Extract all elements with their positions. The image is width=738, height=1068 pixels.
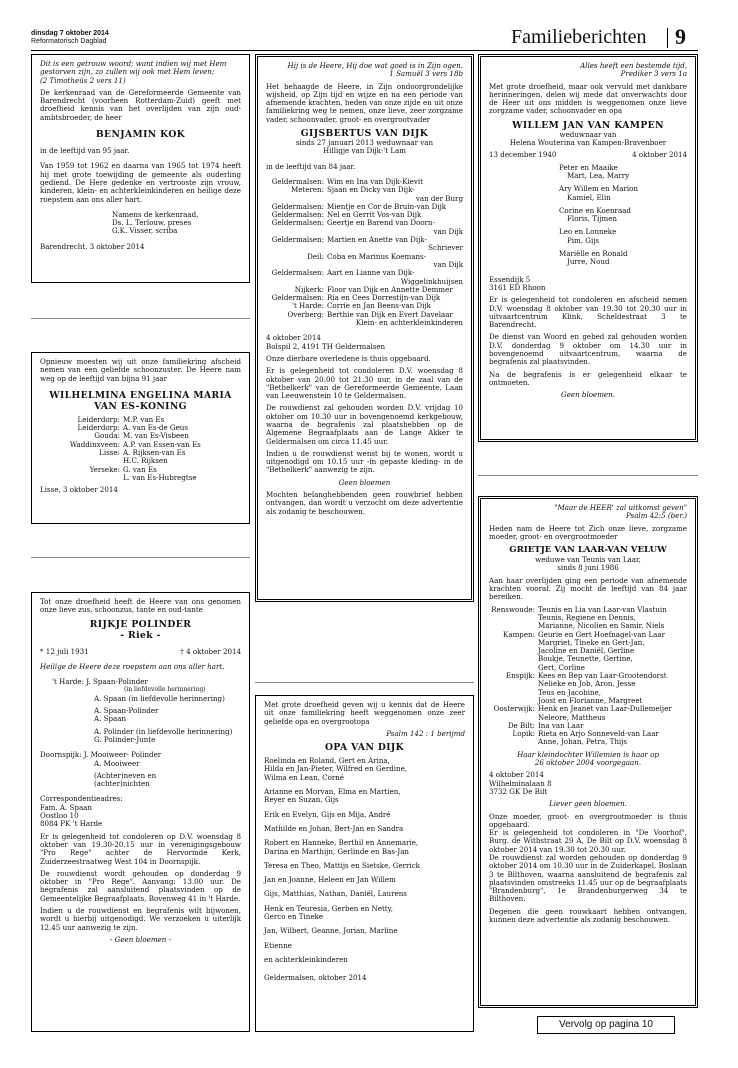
birth-date: * 12 juli 1931 — [40, 646, 89, 656]
family-place: De Bilt: — [507, 720, 535, 730]
family-line: Mart, Lea, Marry — [567, 170, 630, 180]
family-names: Geertje en Barend van Doorn- — [327, 218, 436, 228]
announcement-intro: Met grote droefheid, maar ook vervuld met dankbare herinneringen, delen wij mede dat onverwachts door de Heer uit ons midden is weggenomen onze lieve zorgzame vader, schoonvader en opa — [489, 81, 687, 116]
deceased-name: GIJSBERTUS VAN DIJK — [300, 128, 429, 140]
family-names: Teunis, Regiene en Dennis, — [538, 612, 636, 622]
family-names: Henk en Jeanet van Laar-Dullemeijer — [538, 704, 672, 714]
family-names: Mientje en Cor de Bruin-van Dijk — [327, 201, 447, 211]
announcement-intro: Opnieuw moesten wij uit onze familiekring afscheid nemen van een geliefde schoonzuster. De Heere nam weg op de leeftijd van bijna 91 jaar — [40, 357, 241, 383]
grandchildren-line: Reyer en Suzan, Gijs — [264, 795, 339, 805]
family-names: Gert, Corline — [538, 662, 586, 672]
age-line: in de leeftijd van 95 jaar. — [40, 146, 130, 156]
family-line: (achter)nichten — [94, 779, 150, 789]
family-line: 't Harde: J. Spaan-Polinder — [52, 677, 148, 687]
family-list — [266, 178, 463, 327]
column-separator — [31, 557, 250, 558]
family-row — [489, 655, 687, 663]
family-line: Pim, Gijs — [567, 235, 600, 245]
family-names: Sjaan en Dicky van Dijk- — [327, 185, 415, 195]
family-names: Ina van Laar — [538, 720, 584, 730]
death-date: 4 oktober 2014 — [632, 150, 687, 160]
deceased-name: BENJAMIN KOK — [95, 129, 186, 141]
service-info: De rouwdienst zal gehouden worden D.V. vrijdag 10 oktober om 10.30 uur in bovengenoemd kerkgebouw, waarna de begrafenis zal plaatshebben op de Algemene Begraafplaats aan de Lange Akker te Geldermalsen om circa 11.45 uur. — [266, 403, 463, 446]
obituary-gijsbertus-van-dijk — [255, 54, 474, 602]
family-place: Geldermalsen: — [271, 218, 324, 228]
family-place — [489, 680, 538, 688]
grandchildren-line: en achterkleinkinderen — [264, 954, 348, 964]
memorial-line: Haar kleindochter Willemien is haar op — [517, 749, 659, 759]
family-place: Deil: — [307, 251, 324, 261]
family-row: Leiderdorp: A. van Es-de Geus — [77, 423, 188, 433]
family-names: Wim en Ina van Dijk-Kievit — [327, 176, 423, 186]
signature-line: Namens de kerkenraad, — [112, 209, 199, 219]
family-line: A. Mooiweer — [94, 758, 140, 768]
announcement-intro: Met grote droefheid geven wij u kennis dat de Heere uit onze familiekring heeft weggenomen onze zeer geliefde opa en overgrootopa — [264, 700, 465, 726]
family-names-cont: van Dijk — [433, 259, 463, 269]
signature-line: Ds. L. Terlouw, preses — [112, 218, 192, 228]
family-place: Enspijk: — [505, 671, 535, 681]
continued-on-page-link[interactable]: Vervolg op pagina 10 — [537, 1016, 675, 1034]
grandchildren-line: Etienne — [264, 940, 292, 950]
verse-line: Heilige de Heere deze roepstem aan ons aller hart. — [40, 661, 225, 671]
family-names: Floor van Dijk en Annette Demmer — [327, 284, 453, 294]
laid-out-note: Onze dierbare overledene is thuis opgebaard. — [266, 353, 431, 363]
condolence-info: Er is gelegenheid tot condoleren in "De Voorhof", Burg. de Withstraat 29 A, De Bilt op D.V. woensdag 8 oktober 2014 van 19.30 tot 20.30 uur. — [489, 828, 687, 854]
death-date: † 4 oktober 2014 — [180, 646, 241, 656]
family-names: Corrie en Jan Beens-van Dijk — [327, 301, 431, 311]
family-names: Aart en Lianne van Dijk- — [327, 268, 415, 278]
dates-row — [40, 648, 241, 656]
family-line: Ary Willem en Marion — [559, 184, 638, 194]
family-names: Nel en Gerrit Vos-van Dijk — [327, 210, 422, 220]
family-names: Geurie en Gert Hoefnagel-van Laar — [538, 629, 666, 639]
family-names: Margriet, Tineke en Gert-Jan, — [538, 637, 645, 647]
address-line: 3161 ED Rhoon — [489, 282, 546, 292]
obituary-willem-jan-van-kampen — [478, 54, 698, 442]
family-names: Marianne, Nicolien en Samir, Niels — [538, 621, 665, 631]
attendance-info: Indien u de rouwdienst wenst bij te wonen, wordt u uitgenodigd om 10.15 uur -in gepaste kleding- in de "Bethelkerk" aanwezig te zijn. — [266, 448, 463, 475]
family-names: Jacoline en Daniël, Gerline — [538, 646, 635, 656]
widower-line: sinds 27 januari 2013 weduwnaar van — [295, 138, 434, 148]
birth-date: 13 december 1940 — [489, 150, 557, 160]
family-names: Martien en Anette van Dijk- — [327, 235, 427, 245]
family-place — [489, 738, 538, 746]
address-line: Correspondentieadres: — [40, 794, 123, 804]
family-row: Gouda: M. van Es-Visbeen — [94, 431, 189, 441]
flowers-note: Liever geen bloemen. — [549, 799, 627, 809]
family-line: G. Polinder-Junte — [94, 734, 156, 744]
obituary-benjamin-kok — [31, 54, 250, 283]
page-number: 9 — [675, 24, 686, 49]
family-place: Nijkerk: — [294, 284, 324, 294]
family-names: Nelieke en Job, Aron, Jesse — [538, 679, 636, 689]
family-names: Anne, Johan, Petra, Thijs — [538, 737, 628, 747]
dates-row — [489, 151, 687, 159]
family-place: Oosterwijk: — [493, 704, 535, 714]
grandchildren-line: Roelinda en Roland, Gert en Arina, — [264, 756, 390, 766]
family-row: L. van Es-Hubregtse — [123, 472, 197, 482]
family-row: Waddinxveen: A.P. van Essen-van Es — [69, 439, 201, 449]
verse-line: Alles heeft een bestemde tijd, — [580, 61, 687, 70]
family-row: Yerseke: G. van Es — [89, 464, 157, 474]
service-info: De dienst van Woord en gebed zal gehouden worden D.V. donderdag 9 oktober om 14.30 uur in bovengenoemd uitvaartcentrum, waarna de begrafenis zal plaatsvinden. — [489, 332, 687, 367]
service-info: De rouwdienst wordt gehouden op donderdag 9 oktober in "Pro Rege". Aanvang: 13.00 uur. De begrafenis zal aansluitend plaatsvinden op de Gemeentelijke Begraafplaats, Bovenweg 41 in 't Harde. — [40, 868, 241, 903]
nickname: - Riek - — [120, 629, 161, 641]
column-separator — [31, 318, 250, 319]
reception-info: Na de begrafenis is er gelegenheid elkaar te ontmoeten. — [489, 369, 687, 387]
family-line: Doornspijk: J. Mooiweer- Polinder — [40, 750, 162, 760]
header-rule — [31, 50, 698, 51]
family-names: Kees en Bep van Laar-Grootendorst — [538, 671, 667, 681]
widower-line: Helena Wouterina van Kampen-Bravenboer — [509, 138, 667, 148]
family-line: Corine en Koenraad — [559, 205, 631, 215]
condolence-info: Er is gelegenheid tot condoleren op D.V. woensdag 8 oktober van 19.30-20.15 uur in verenigingsgebouw "Pro Rege" achter de Hervormde Kerk, Zuiderzeestraatweg West 104 in Doornspijk. — [40, 831, 241, 866]
family-place: 't Harde: — [292, 301, 324, 311]
family-list — [489, 164, 687, 272]
notice-note: Degenen die geen rouwkaart hebben ontvangen, kunnen deze advertentie als zodanig beschouwen. — [489, 906, 687, 925]
verse-line: gestorven zijn, zo zullen wij ook met Hem leven; — [40, 67, 215, 77]
family-names-cont: van der Burg — [415, 193, 463, 203]
address-line: Wilhelminalaan 8 — [489, 778, 552, 788]
family-line: Peter en Maaike — [559, 162, 618, 172]
verse-reference: 1 Samuël 3 vers 18b — [389, 69, 463, 79]
obituary-van-es-koning — [31, 352, 250, 524]
family-line: A. Spaan (in liefdevolle herinnering) — [94, 693, 225, 703]
family-list — [489, 606, 687, 747]
place-date: Lisse, 3 oktober 2014 — [40, 485, 118, 495]
signature-line: G.K. Visser, scriba — [112, 226, 178, 236]
family-place: Meteren: — [290, 185, 324, 195]
family-place: Geldermalsen: — [271, 210, 324, 220]
family-place: Geldermalsen: — [271, 268, 324, 278]
flowers-note: Geen bloemen. — [561, 390, 615, 400]
grandchildren-line: Arianne en Morvan, Elma en Martien, — [264, 787, 401, 797]
grandchildren-line: Jan en Joanne, Heleen en Jan Willem — [264, 875, 396, 885]
column-separator — [478, 475, 698, 476]
deceased-name: GRIETJE VAN LAAR-VAN VELUW — [509, 545, 667, 556]
family-row: H.C. Rijksen — [123, 456, 168, 466]
grandchildren-line: Erik en Evelyn, Gijs en Mija, André — [264, 809, 391, 819]
family-names-cont: Wiggelinkhuijsen — [400, 276, 463, 286]
verse-line: Hij is de Heere, Hij doe wat goed is in Zijn ogen. — [287, 61, 463, 70]
verse-reference: Prediker 3 vers 1a — [620, 69, 687, 79]
family-place: Geldermalsen: — [271, 235, 324, 245]
service-info: De rouwdienst zal worden gehouden op donderdag 9 oktober 2014 om 10.30 uur in de Zuiderkapel, Boslaan 3 te Bilthoven, waarna aansluitend de begrafenis zal plaatsvinden omstreeks 11.45 uur op de begraafplaats "Brandenburg", 1e Brandenburgerweg 34 te Bilthoven. — [489, 852, 687, 904]
memorial-line: 26 oktober 2004 voorgegaan. — [534, 758, 642, 768]
family-place: Geldermalsen: — [271, 293, 324, 303]
page-header-left — [31, 30, 109, 46]
grandchildren-line: Jan, Wilbert, Geanne, Jorian, Marline — [264, 926, 398, 936]
grandchildren-line: Darina en Marthijn, Gerlinde en Bas-Jan — [264, 846, 409, 856]
family-place: Renswoude: — [491, 604, 535, 614]
deceased-name: WILHELMINA ENGELINA MARIA — [49, 389, 232, 401]
flowers-note: Geen bloemen — [338, 477, 391, 487]
announcement-body: Van 1959 tot 1962 en daarna van 1965 tot 1974 heeft hij met grote toewijding de gemeente als ouderling gediend. De Here gedenke en vertrooste zijn vrouw, kinderen, klein- en achterkleinkinderen en heilige deze roepstem aan ons aller hart. — [40, 161, 241, 204]
family-names: Boukje, Teunette, Gertine, — [538, 654, 633, 664]
section-title: Familieberichten — [511, 26, 647, 48]
family-names: Ria en Cees Dorrestijn-van Dijk — [327, 293, 441, 303]
family-place — [489, 689, 538, 697]
obituary-grietje-van-laar-van-veluw — [478, 496, 698, 1008]
family-line: Kamiel, Elin — [567, 192, 611, 202]
address-line: Essendijk 5 — [489, 274, 531, 284]
announcement-intro: Tot onze droefheid heeft de Heere van ons genomen onze lieve zus, schoonzus, tante en oud-tante — [40, 597, 241, 615]
condolence-info: Er is gelegenheid tot condoleren D.V. woensdag 8 oktober van 20.00 tot 21.30 uur, in de zaal van de "Bethelkerk" van de Gereformeerde Gemeente, Laan van Leeuwenstein 10 te Geldermalsen. — [266, 366, 463, 401]
grandchildren-list — [264, 757, 465, 970]
family-names-cont: Schriever — [428, 243, 463, 253]
grandchildren-line: Teresa en Theo, Mattijs en Sietske, Gerrick — [264, 860, 420, 870]
family-line: Jurre, Noud — [567, 257, 610, 267]
newspaper-name: Reformatorisch Dagblad — [31, 38, 107, 45]
notice-note: Mochten belanghebbenden geen rouwbrief hebben ontvangen, dan wordt u verzocht om deze advertentie als zodanig te beschouwen. — [266, 490, 463, 516]
family-place: Lopik: — [512, 729, 535, 739]
family-place — [489, 614, 538, 622]
family-names: Coba en Marinus Koemans- — [327, 251, 427, 261]
place-date: Geldermalsen, oktober 2014 — [264, 973, 367, 983]
deceased-name: OPA VAN DIJK — [324, 742, 405, 754]
family-line: A. Polinder (in liefdevolle herinnering) — [94, 726, 233, 736]
family-place: Kampen: — [503, 629, 535, 639]
verse-reference: (2 Timotheüs 2 vers 11) — [40, 75, 126, 85]
family-line: A. Spaan-Polinder — [94, 706, 159, 716]
grandchildren-line: Henk en Teuresia, Gerben en Netty, — [264, 903, 393, 913]
widower-line: Hilligje van Dijk-'t Lam — [323, 146, 406, 156]
family-row: Leiderdorp: M.P. van Es — [77, 414, 165, 424]
family-place: Geldermalsen: — [271, 201, 324, 211]
deceased-name: RIJKJE POLINDER — [89, 618, 192, 630]
grandchildren-line: Hilda en Jan-Pieter, Wilfred en Gerdine, — [264, 764, 408, 774]
announcement-intro: Het behaagde de Heere, in Zijn ondoorgrondelijke wijsheid, op Zijn tijd en wijze en na een periode van afnemende krachten, heden van onze zijde en uit onze familiekring weg te nemen, onze lieve, zeer zorgzame vader, schoonvader, groot- en overgrootvader — [266, 81, 463, 124]
age-line: in de leeftijd van 84 jaar. — [266, 161, 356, 171]
family-names-cont: Klein- en achterkleinkinderen — [355, 318, 463, 328]
verse-reference: Psalm 42:5 (ber.) — [625, 511, 687, 521]
announcement-body: Aan haar overlijden ging een periode van afnemende krachten vooraf. Zij mocht de leeftijd van 84 jaar bereiken. — [489, 575, 687, 602]
verse-line: Dit is een getrouw woord; want indien wij met Hem — [40, 59, 227, 68]
column-separator — [255, 682, 474, 683]
verse-line: "Maar de HEER' zal uitkomst geven" — [554, 503, 687, 512]
family-names: Teus en Jacobine, — [538, 687, 602, 697]
family-row — [489, 738, 687, 746]
flowers-note: - Geen bloemen - — [110, 934, 171, 944]
family-place — [489, 647, 538, 655]
widower-line: weduwnaar van — [559, 129, 617, 139]
family-names: Neleore, Mattheus — [538, 712, 606, 722]
family-line: A. Spaan — [94, 714, 127, 724]
grandchildren-line: Robert en Hanneke, Berthil en Annemarie, — [264, 838, 419, 848]
deceased-name: WILLEM JAN VAN KAMPEN — [512, 119, 664, 131]
obituary-opa-van-dijk — [255, 695, 474, 1032]
date-line: 4 oktober 2014 — [489, 770, 544, 780]
family-line: Leo en Lonneke — [559, 227, 617, 237]
announcement-intro: De kerkenraad van de Gereformeerde Gemeente van Barendrecht (voorheen Rotterdam-Zuid) geeft met droefheid kennis van het overlijden van zijn oud-ambtsbroeder, de heer — [40, 87, 241, 122]
laid-out-note: Onze moeder, groot- en overgrootmoeder is thuis opgebaard. — [489, 811, 687, 829]
family-line: Mariëlle en Ronald — [559, 249, 628, 259]
family-place: Overberg: — [287, 309, 324, 319]
address-line: 8084 PK 't Harde — [40, 819, 103, 829]
family-names: Rieta en Arjo Sonneveld-van Laar — [538, 729, 659, 739]
verse-reference: Psalm 142 : 1 berijmd — [386, 728, 465, 738]
widow-line: sinds 8 juni 1986 — [557, 563, 619, 573]
family-row: Lisse: A. Rijksen-van Es — [99, 448, 186, 458]
announcement-intro: Heden nam de Heere tot Zich onze lieve, zorgzame moeder, groot- en overgrootmoeder — [489, 523, 687, 541]
family-names-cont: van Dijk — [433, 226, 463, 236]
family-line: (in liefdevolle herinnering) — [124, 686, 206, 694]
family-names: Joost en Florianne, Margreet — [538, 695, 643, 705]
grandchildren-line: Gijs, Matthias, Nathan, Daniël, Laurens — [264, 889, 407, 899]
family-line: (Achter)neven en — [94, 770, 157, 780]
address-line: Fam. A. Spaan — [40, 802, 92, 812]
obituary-rijkje-polinder — [31, 592, 250, 1032]
family-place: Geldermalsen: — [271, 176, 324, 186]
widow-line: weduwe van Teunis van Laar, — [535, 555, 641, 565]
family-place — [489, 639, 538, 647]
date-line: 4 oktober 2014 — [266, 333, 321, 343]
attendance-info: Indien u de rouwdienst en begrafenis wilt bijwonen, wordt u hierbij uitgenodigd. We verzoeken u uiterlijk 12.45 uur aanwezig te zijn. — [40, 906, 241, 932]
family-place — [489, 655, 538, 663]
family-line: Floris, Tijmen — [567, 214, 617, 224]
address-line: Oostloo 10 — [40, 811, 79, 821]
deceased-name: VAN ES-KONING — [94, 400, 187, 412]
address-line: Bolspil 2, 4191 TH Geldermalsen — [266, 341, 386, 351]
address-line: 3732 GK De Bilt — [489, 786, 548, 796]
grandchildren-line: Wilma en Lean, Corné — [264, 772, 345, 782]
condolence-info: Er is gelegenheid tot condoleren en afscheid nemen D.V. woensdag 8 oktober van 19.30 tot 20.30 uur in uitvaartcentrum Klink, Scheldestraat 3 te Barendrecht. — [489, 295, 687, 330]
place-date: Barendrecht, 3 oktober 2014 — [40, 241, 145, 251]
family-names: Teunis en Lia van Laar-van Vlastuin — [538, 604, 667, 614]
grandchildren-line: Mathilde en Johan, Bert-Jan en Sandra — [264, 823, 404, 833]
grandchildren-line: Gerco en Tineke — [264, 912, 324, 922]
header-divider — [667, 28, 668, 48]
family-names: Berthie van Dijk en Evert Davelaar — [327, 309, 453, 319]
issue-date: dinsdag 7 oktober 2014 — [31, 30, 109, 37]
